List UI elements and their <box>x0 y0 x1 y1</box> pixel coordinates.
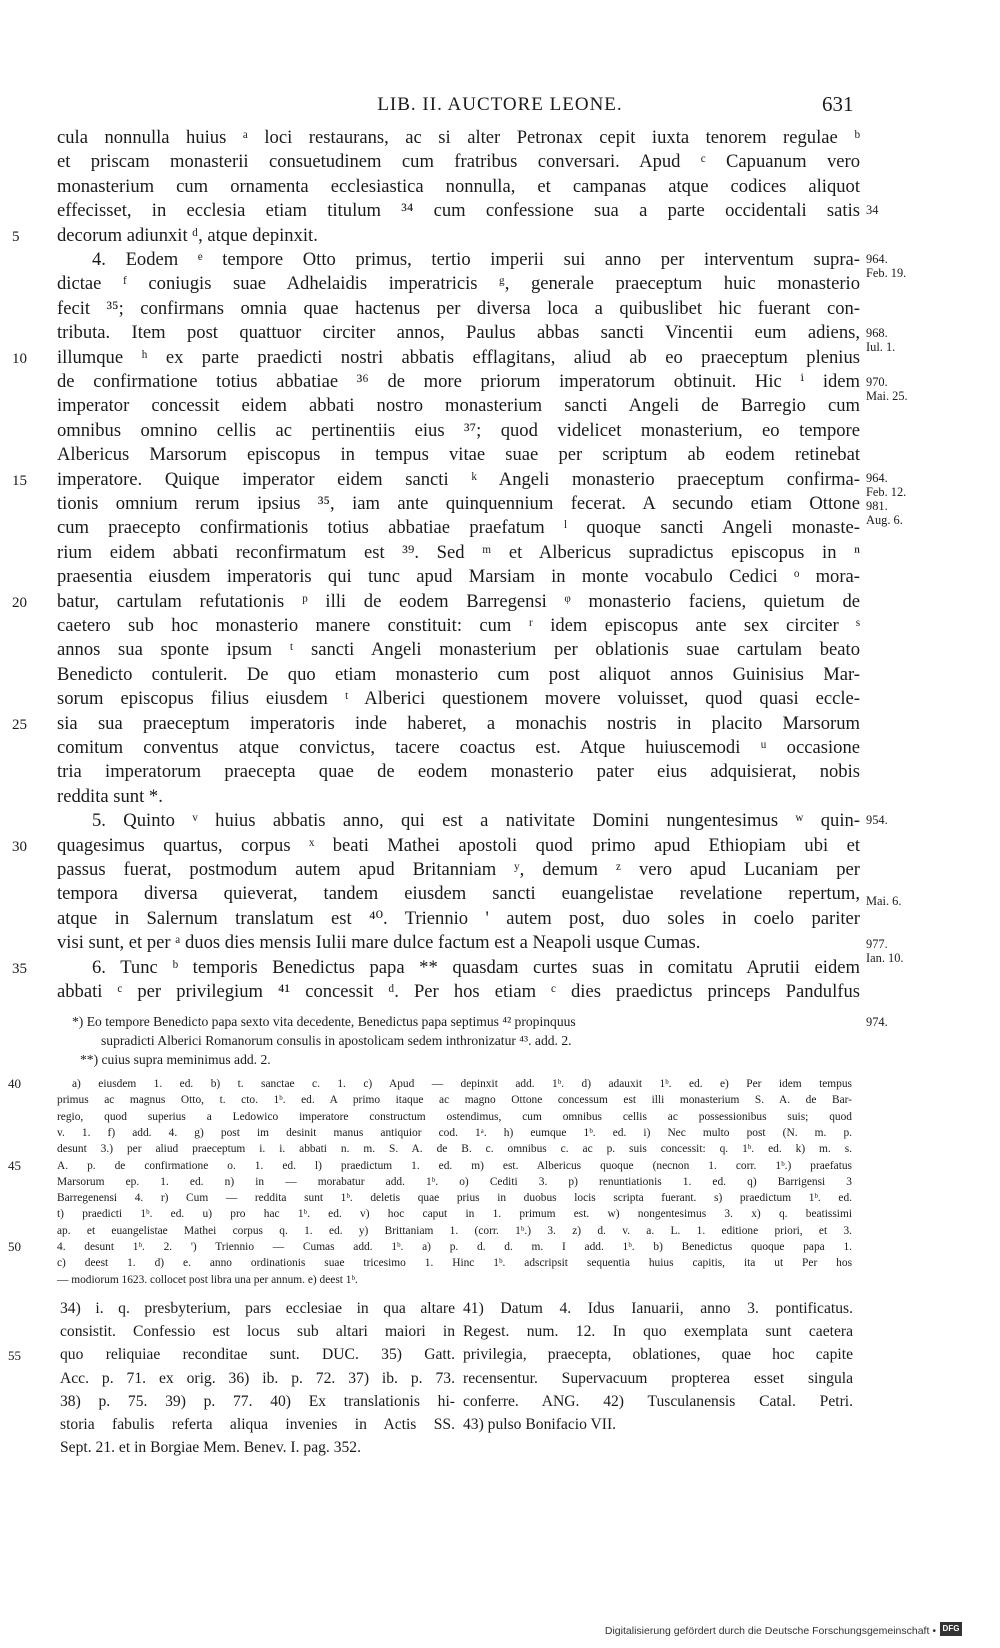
body-line: fecit ³⁵; confirmans omnia quae hactenus per diversa loca a quibuslibet hic fuerant con- <box>57 297 860 319</box>
body-line: de confirmatione totius abbatiae ³⁶ de more priorum imperatorum obtinuit. Hic ⁱ idem <box>57 371 860 392</box>
body-line: 6. Tunc ᵇ temporis Benedictus papa ** quasdam curtes suas in comitatu Aprutii eidem <box>92 956 860 978</box>
margin-note: Ian. 10. <box>866 951 904 965</box>
body-line: imperator concessit eidem abbati nostro monasterium sancti Angeli de Barregio cum <box>57 395 860 417</box>
body-line: tempora diversa quieverat, tandem eiusdem sancti euangelistae revelatione repertum, <box>57 883 860 905</box>
margin-note: Aug. 6. <box>866 513 903 527</box>
apparatus-line: c) deest 1. d) e. anno ordinationis suae tricesimo 1. Hinc 1ᵇ. adscripsit sequentia huius capitis, ita ut Per hos <box>57 1257 852 1270</box>
apparatus-line: ap. et euangelistae Mathei corpus q. 1. ed. y) Brittaniam 1. (corr. 1ᵇ.) 3. z) d. v. a. L. 1. editione priori, et 3. <box>57 1224 852 1237</box>
line-number: 15 <box>12 472 27 489</box>
apparatus-line: desunt 3.) per aliud praeceptum i. i. abbati n. m. S. A. de B. c. omnibus c. ac p. suis concessit: q. 1ᵇ. ed. k) m. s. <box>57 1143 852 1156</box>
body-line: dictae ᶠ coniugis suae Adhelaidis imperatricis ᵍ, generale praeceptum huic monasterio <box>57 273 860 295</box>
margin-note: Mai. 25. <box>866 389 908 403</box>
footnote-left-line: consistit. Confessio est locus sub altari maiori in <box>60 1323 455 1341</box>
footnote-left-line: storia fabulis referta aliqua invenies in Actis SS. <box>60 1416 455 1433</box>
apparatus-line: a) eiusdem 1. ed. b) t. sanctae c. 1. c) Apud — depinxit add. 1ᵇ. d) adauxit 1ᵇ. ed. e) Per idem tempus <box>72 1078 852 1090</box>
dfg-logo: DFG <box>940 1622 962 1636</box>
margin-note: 34 <box>866 203 879 218</box>
apparatus-line: t) praedicti 1ᵇ. ed. u) pro hac 1ᵇ. ed. v) hoc caput in 1. primum est. w) nongentesimus 3. x) q. beatissimi <box>57 1208 852 1221</box>
apparatus-line-number: 50 <box>8 1239 21 1254</box>
body-line: 5. Quinto ᵛ huius abbatis anno, qui est a nativitate Domini nungentesimus ʷ quin- <box>92 810 860 832</box>
body-line: sia sua praeceptum imperatoris inde haberet, a monachis nostris in placito Marsorum <box>57 712 860 734</box>
body-line: Benedicto contulerit. De quo etiam monasterio cum post aliquot annos Guinisius Mar- <box>57 663 860 685</box>
body-line: abbati ᶜ per privilegium ⁴¹ concessit ᵈ. Per hos etiam ᶜ dies praedictus princeps Pandulfus <box>57 981 860 1002</box>
body-line: tria imperatorum praecepta quae de eodem monasterio pater eius adquisierat, nobis <box>57 761 860 783</box>
margin-note: 981. <box>866 499 888 513</box>
digitization-credit: Digitalisierung gefördert durch die Deutsche Forschungsgemeinschaft • <box>604 1625 936 1637</box>
line-number: 10 <box>12 350 27 367</box>
body-line: tributa. Item post quattuor circiter annos, Paulus abbas sancti Vincentii eum adiens, <box>57 322 860 344</box>
apparatus-line: primus ac magnus Otto, t. cto. 1ᵇ. ed. A primo itaque ac magno Ottone concessum est illi monasterium S. A. de Bar- <box>57 1094 852 1107</box>
footnote-right-line: 41) Datum 4. Idus Ianuarii, anno 3. pontificatus. <box>463 1300 853 1317</box>
body-line: passus fuerat, postmodum autem apud Britanniam ʸ, demum ᶻ vero apud Lucaniam per <box>57 859 860 880</box>
footnote-left-line: Sept. 21. et in Borgiae Mem. Benev. I. pag. 352. <box>60 1439 361 1457</box>
footnote-left-line: quo reliquiae reconditae sunt. DUC. 35) Gatt. <box>60 1346 455 1364</box>
margin-note: 954. <box>866 813 888 827</box>
running-header: LIB. II. AUCTORE LEONE. <box>377 94 623 115</box>
body-line: praesentia eiusdem imperatoris qui tunc apud Marsiam in monte vocabulo Cedici ᵒ mora- <box>57 566 860 588</box>
margin-note: 977. <box>866 937 888 951</box>
apparatus-line: Marsorum ep. 1. ed. n) in — morabatur add. 1ᵇ. o) Cediti 3. p) renuntiationis 1. ed. q) Barrigensi 3 <box>57 1175 852 1188</box>
margin-note: 964. <box>866 471 888 485</box>
body-line: rium eidem abbati reconfirmatum est ³⁹. Sed ᵐ et Albericus supradictus episcopus in ⁿ <box>57 541 860 563</box>
margin-note: 968. <box>866 326 888 340</box>
body-line: comitum conventus atque convictus, tacere coactus est. Atque huiuscemodi ᵘ occasione <box>57 737 860 758</box>
apparatus-line: — modiorum 1623. collocet post libra una per annum. e) deest 1ᵇ. <box>57 1273 358 1286</box>
margin-note: 974. <box>866 1015 888 1029</box>
body-line: imperatore. Quique imperator eidem sancti ᵏ Angeli monasterio praeceptum confirma- <box>57 468 860 490</box>
body-line: sorum episcopus filius eiusdem ᵗ Alberici questionem movere voluisset, quod quasi eccle- <box>57 688 860 710</box>
body-line: reddita sunt *. <box>57 785 163 807</box>
footnote-left-line: 38) p. 75. 39) p. 77. 40) Ex translationis hi- <box>60 1392 455 1410</box>
body-line: decorum adiunxit ᵈ, atque depinxit. <box>57 224 318 246</box>
line-number: 5 <box>12 228 20 245</box>
body-line: monasterium cum ornamenta ecclesiastica nonnulla, et campanas atque codices aliquot <box>57 175 860 197</box>
margin-note: Iul. 1. <box>866 340 896 354</box>
line-number: 25 <box>12 716 27 733</box>
margin-note: 964. <box>866 252 888 266</box>
body-line: annos sua sponte ipsum ᵗ sancti Angeli monasterium per oblationis suae cartulam beato <box>57 639 860 661</box>
margin-note: Feb. 19. <box>866 266 907 280</box>
footnote-right-line: 43) pulso Bonifacio VII. <box>463 1416 617 1433</box>
body-line: 4. Eodem ᵉ tempore Otto primus, tertio imperii sui anno per interventum supra- <box>92 249 860 270</box>
apparatus-line: 4. desunt 1ᵇ. 2. ') Triennio — Cumas add. 1ᵇ. a) p. d. d. m. I add. 1ᵇ. b) Benedictus quoque papa 1. <box>57 1241 852 1253</box>
footnote-line-number: 55 <box>8 1348 21 1364</box>
body-line: visi sunt, et per ᵃ duos dies mensis Iulii mare dulce factum est a Neapoli usque Cumas. <box>57 932 701 954</box>
apparatus-line: regio, quod superius a Ledowico imperatore constructum ostendimus, cum omnibus cellis ac possessionibus suis; quod <box>57 1110 852 1123</box>
body-line: illumque ʰ ex parte praedicti nostri abbatis efflagitans, aliud ab eo praeceptum plenius <box>57 346 860 368</box>
apparatus-line: A. p. de confirmatione o. 1. ed. l) praedictum 1. ed. m) est. Albericus quoque (necnon 1. corr. 1ᵇ.) praefatus <box>57 1159 852 1172</box>
footnote-right-line: privilegia, praecepta, oblationes, quae hoc capite <box>463 1346 853 1364</box>
body-line: batur, cartulam refutationis ᵖ illi de eodem Barregensi ᵠ monasterio faciens, quietum de <box>57 590 860 612</box>
body-line: omnibus omnino cellis ac pertinentiis eius ³⁷; quod videlicet monasterium, eo tempore <box>57 419 860 441</box>
footnote-left-line: 34) i. q. presbyterium, pars ecclesiae in qua altare <box>60 1300 455 1317</box>
footnote-right-line: Regest. num. 12. In quo exemplata sunt caetera <box>463 1323 853 1341</box>
body-line: atque in Salernum translatum est ⁴⁰. Triennio ' autem post, duo soles in coelo pariter <box>57 907 860 929</box>
apparatus-line: Barregenensi 4. r) Cum — reddita sunt 1ᵇ. deletis quae prius in duobus locis scripta fuerant. s) praedictum 1ᵇ. ed. <box>57 1192 852 1205</box>
page-number: 631 <box>822 92 854 116</box>
star-note-line: supradicti Alberici Romanorum consulis in apostolicam sedem inthronizatur ⁴³. add. 2. <box>101 1033 572 1048</box>
footnote-right-line: conferre. ANG. 42) Tusculanensis Catal. Petri. <box>463 1392 853 1410</box>
apparatus-line-number: 45 <box>8 1157 21 1173</box>
footnote-left-line: Acc. p. 71. ex orig. 36) ib. p. 72. 37) ib. p. 73. <box>60 1369 455 1387</box>
body-line: cum praecepto confirmationis totius abbatiae praefatum ˡ quoque sancti Angeli monaste- <box>57 517 860 539</box>
margin-note: Feb. 12. <box>866 485 907 499</box>
margin-note: Mai. 6. <box>866 894 902 908</box>
line-number: 35 <box>12 960 27 977</box>
margin-note: 970. <box>866 375 888 389</box>
line-number: 20 <box>12 594 27 611</box>
star-note-line: **) cuius supra meminimus add. 2. <box>80 1052 271 1067</box>
line-number: 30 <box>12 838 27 855</box>
body-line: tionis omnium rerum ipsius ³⁵, iam ante quinquennium fecerat. A secundo etiam Ottone <box>57 493 860 514</box>
body-line: effecisset, in ecclesia etiam titulum ³⁴ cum confessione sua a parte occidentali satis <box>57 200 860 222</box>
footnote-right-line: recensentur. Supervacuum propterea esset singula <box>463 1369 853 1387</box>
body-line: caetero sub hoc monasterio manere constituit: cum ʳ idem episcopus ante sex circiter ˢ <box>57 615 860 636</box>
star-note-line: *) Eo tempore Benedicto papa sexto vita decedente, Benedictus papa septimus ⁴² propinquus <box>72 1014 576 1029</box>
body-line: quagesimus quartus, corpus ˣ beati Mathei apostoli quod primo apud Ethiopiam ubi et <box>57 834 860 856</box>
body-line: Albericus Marsorum episcopus in tempus vitae suae per scriptum ab eodem retinebat <box>57 444 860 466</box>
apparatus-line-number: 40 <box>8 1076 21 1091</box>
body-line: cula nonnulla huius ᵃ loci restaurans, ac si alter Petronax cepit iuxta tenorem regulae ᵇ <box>57 127 860 148</box>
apparatus-line: v. 1. f) add. 4. g) post im desinit manus antiquior cod. 1ᵃ. h) eumque 1ᵇ. ed. i) Nec multo post (N. m. p. <box>57 1126 852 1139</box>
body-line: et priscam monasterii consuetudinem cum fratribus conversari. Apud ᶜ Capuanum vero <box>57 151 860 173</box>
